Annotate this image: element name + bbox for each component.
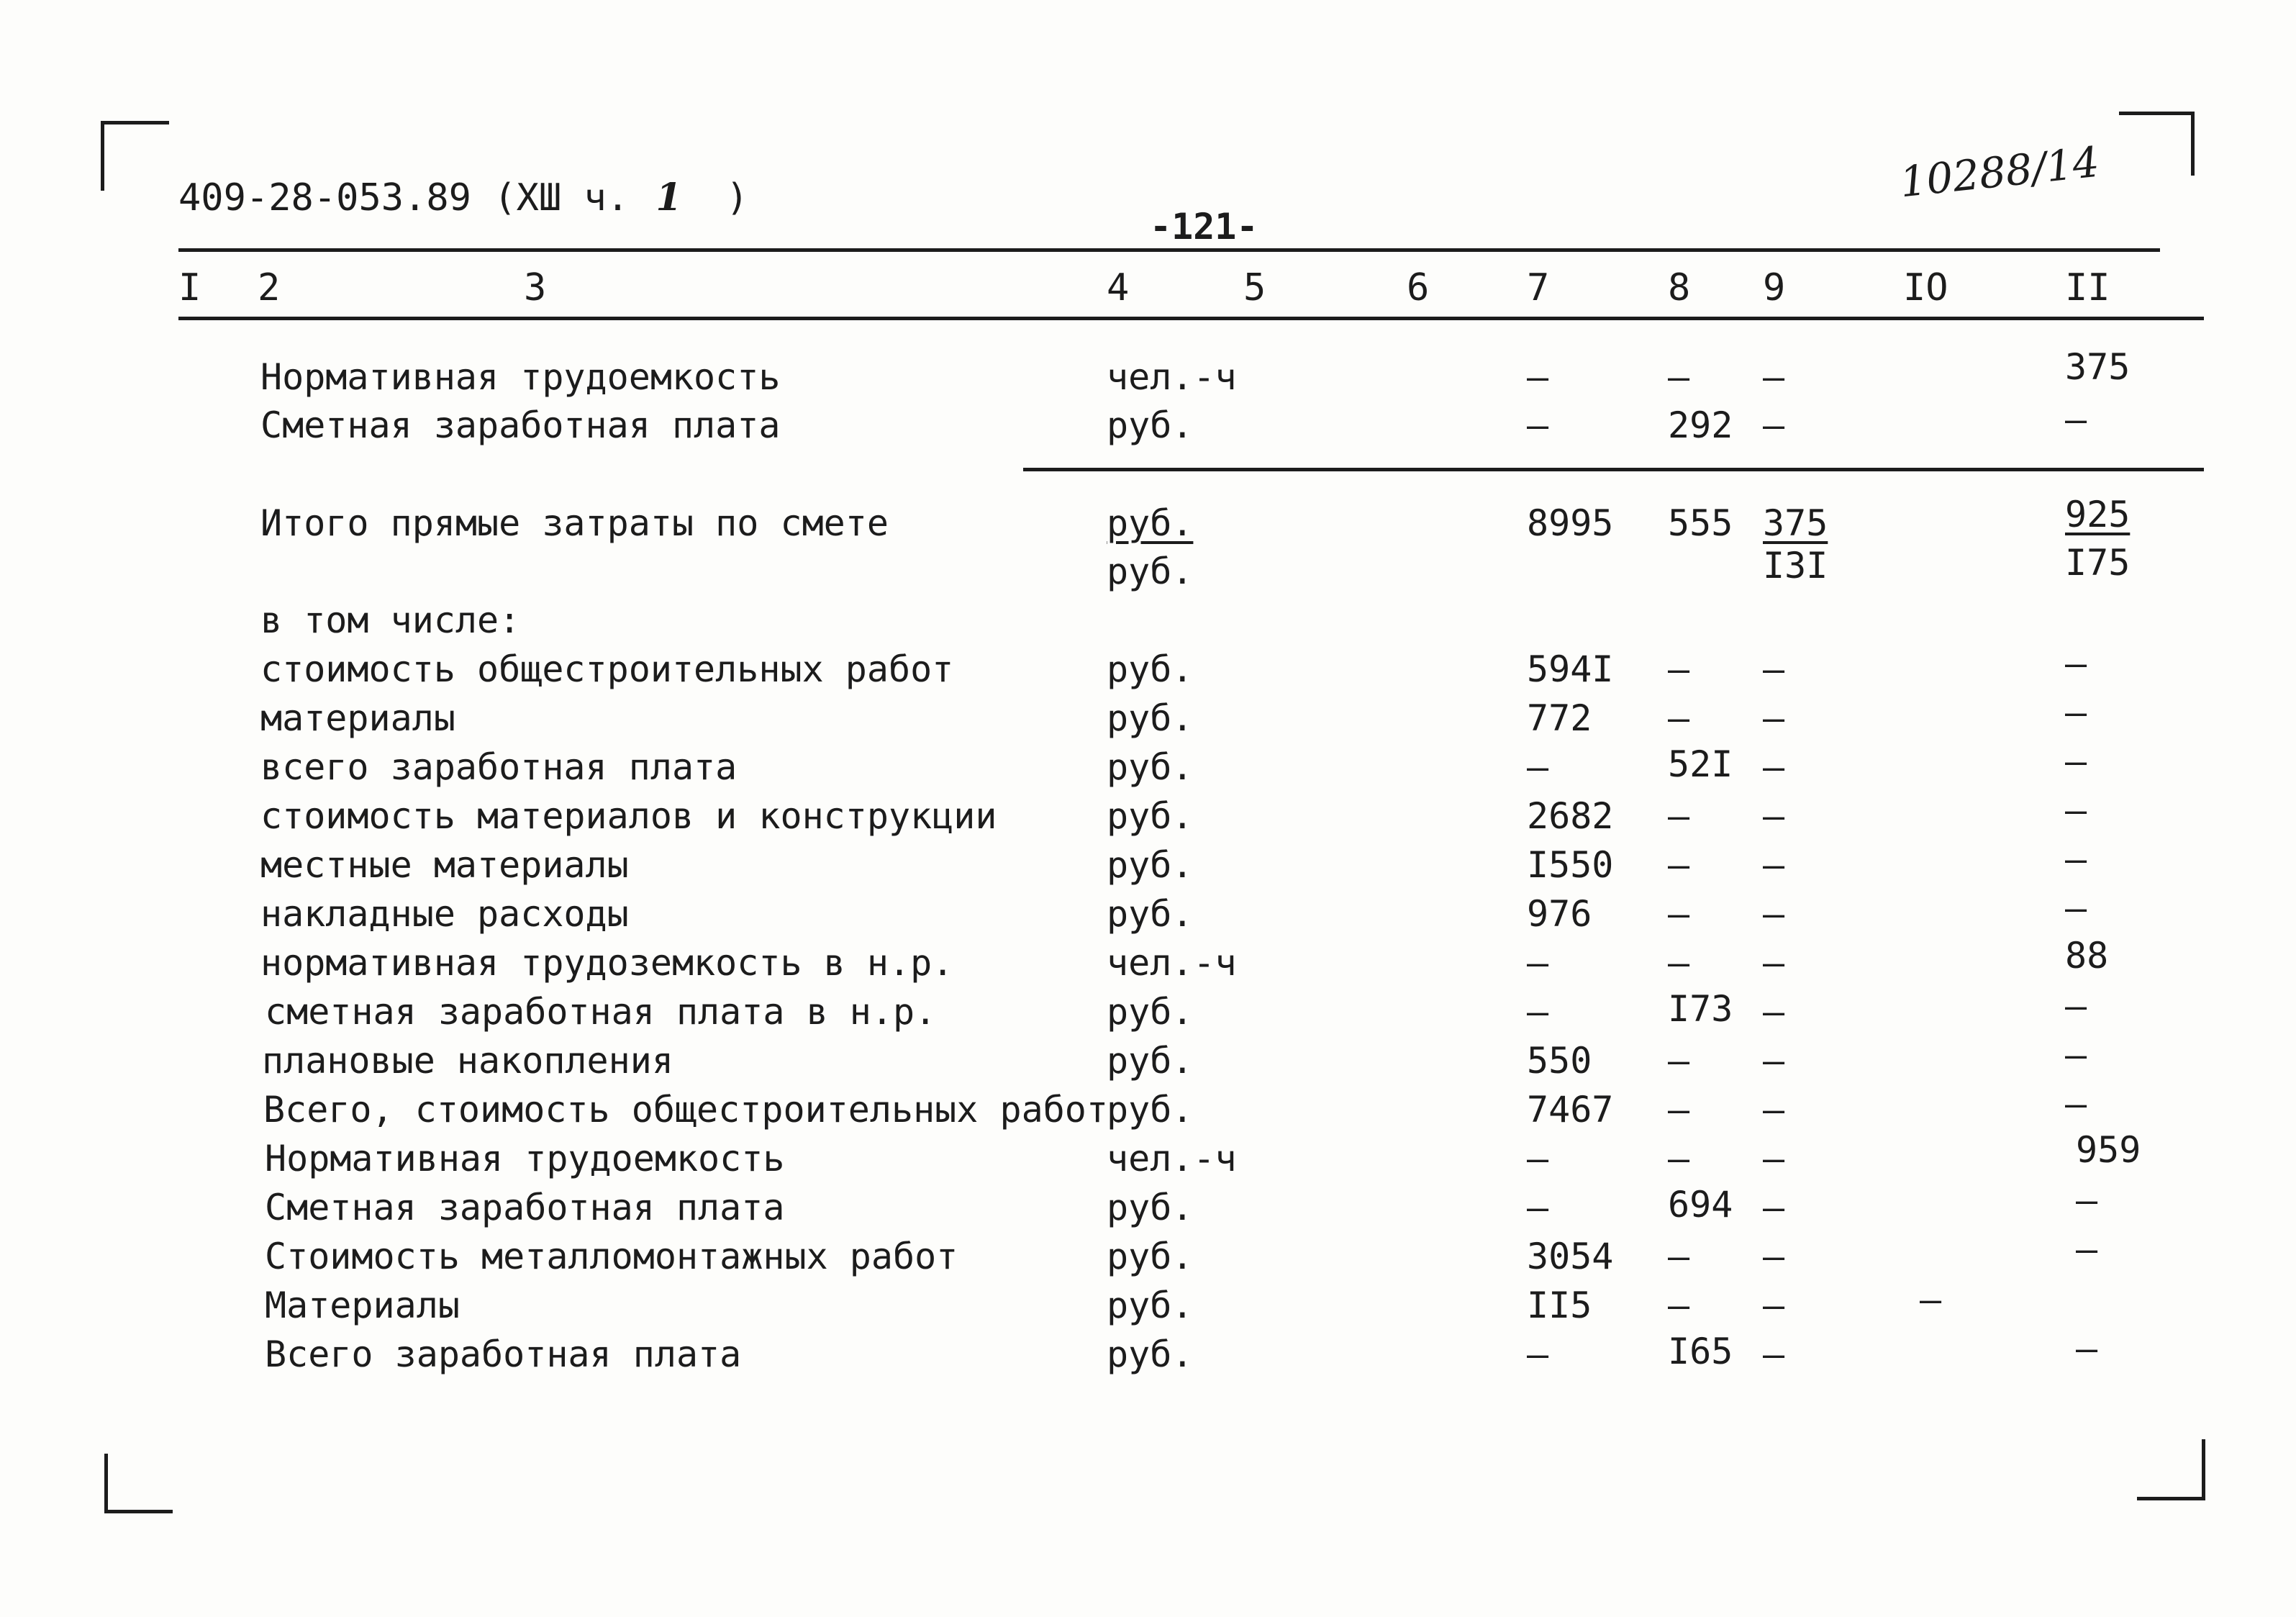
row-col11: –: [2065, 789, 2087, 831]
row-label: Нормативная трудоемкость: [265, 1138, 785, 1179]
row-col11: –: [2076, 1228, 2098, 1270]
row-col7: –: [1527, 356, 1549, 398]
row-col8: I73: [1668, 988, 1733, 1030]
row-col9: –: [1763, 795, 1785, 837]
row-col7: 594I: [1527, 648, 1614, 690]
row-unit: чел.-ч: [1107, 942, 1237, 984]
row-label: Всего заработная плата: [265, 1333, 742, 1375]
row-col8: –: [1668, 844, 1690, 886]
row-unit: чел.-ч: [1107, 356, 1237, 398]
row-col11: –: [2065, 838, 2087, 880]
table-header-rule: [178, 317, 2204, 320]
row-label: в том числе:: [260, 599, 521, 641]
row-col8: 52I: [1668, 743, 1733, 785]
row-col9: –: [1763, 697, 1785, 739]
column-header-5: 5: [1243, 266, 1266, 309]
row-unit: руб.: [1107, 1236, 1194, 1277]
row-col7: –: [1527, 991, 1549, 1033]
row-col9: –: [1763, 1187, 1785, 1228]
row-col9: –: [1763, 844, 1785, 886]
row-col7: –: [1527, 404, 1549, 446]
row-label: сметная заработная плата в н.р.: [265, 991, 937, 1033]
row-col7: –: [1527, 746, 1549, 788]
table-row: [0, 599, 2296, 648]
row-col7: 2682: [1527, 795, 1614, 837]
row-col11: 375: [2065, 346, 2131, 388]
column-header-10: IO: [1903, 266, 1948, 309]
column-header-6: 6: [1407, 266, 1430, 309]
row-unit: руб.: [1107, 1285, 1194, 1326]
table-top-rule: [178, 248, 2160, 252]
row-col8: –: [1668, 697, 1690, 739]
table-row: [0, 789, 2296, 844]
row-unit: руб.: [1107, 991, 1194, 1033]
table-row: [0, 1129, 2296, 1187]
row-unit: руб.: [1107, 502, 1194, 544]
table-row: [0, 1228, 2296, 1285]
row-col8: –: [1668, 1285, 1690, 1326]
row-col7: 7467: [1527, 1089, 1614, 1131]
row-col8: 555: [1668, 502, 1733, 544]
row-col9: –: [1763, 746, 1785, 788]
row-col7: II5: [1527, 1285, 1592, 1326]
row-col11: 88: [2065, 935, 2109, 977]
page-number: -121-: [1150, 206, 1258, 248]
document-code: [178, 176, 748, 219]
row-unit: руб.: [1107, 795, 1194, 837]
row-col8: –: [1668, 893, 1690, 935]
column-header-7: 7: [1527, 266, 1550, 309]
row-col11: –: [2065, 1034, 2087, 1076]
row-col7: 3054: [1527, 1236, 1614, 1277]
row-unit: чел.-ч: [1107, 1138, 1237, 1179]
row-unit: руб.: [1107, 648, 1194, 690]
table-row: [0, 1083, 2296, 1138]
row-col8: –: [1668, 1089, 1690, 1131]
column-header-3: 3: [524, 266, 547, 309]
row-col9: –: [1763, 1138, 1785, 1179]
table-row: [0, 838, 2296, 893]
row-label: Стоимость металломонтажных работ: [265, 1236, 958, 1277]
row-label: стоимость общестроительных работ: [260, 648, 954, 690]
row-col9: 375: [1763, 502, 1828, 544]
row-col8: –: [1668, 1040, 1690, 1082]
row-unit: руб.: [1107, 844, 1194, 886]
row-label: Нормативная трудоемкость: [260, 356, 781, 398]
document-code-text: 409-28-053.89 (ХШ ч.: [178, 176, 630, 219]
column-header-1: I: [178, 266, 201, 309]
row-label: местные материалы: [260, 844, 629, 886]
table-row: [0, 346, 2296, 405]
row-label: Итого прямые затраты по смете: [260, 502, 889, 544]
subtotal-rule: [1023, 468, 2204, 471]
row-col7: –: [1527, 1333, 1549, 1375]
document-code-close: ): [725, 176, 749, 219]
row-col9: –: [1763, 404, 1785, 446]
row-col11: 925: [2065, 494, 2131, 535]
row-col9: –: [1763, 1089, 1785, 1131]
table-row: [0, 494, 2296, 551]
table-row: [0, 1179, 2296, 1236]
row-label: Материалы: [265, 1285, 460, 1326]
row-label: Сметная заработная плата: [265, 1187, 785, 1228]
row-col11: –: [2065, 399, 2087, 440]
row-col8: 694: [1668, 1184, 1733, 1226]
row-col11: –: [2065, 740, 2087, 782]
row-label: Сметная заработная плата: [260, 404, 781, 446]
row-label: Всего, стоимость общестроительных работ: [263, 1089, 1108, 1131]
row-col10: –: [1920, 1279, 1942, 1321]
column-header-2: 2: [258, 266, 281, 309]
row-label: нормативная трудоземкость в н.р.: [260, 942, 954, 984]
table-row: [0, 643, 2296, 697]
row-col11: –: [2065, 985, 2087, 1027]
row-col11: –: [2076, 1328, 2098, 1369]
crop-mark-bottom-right: [2137, 1439, 2205, 1500]
row-col7: I550: [1527, 844, 1614, 886]
row-col9: –: [1763, 1236, 1785, 1277]
row-col8: –: [1668, 795, 1690, 837]
row-unit: руб.: [1107, 1089, 1194, 1131]
table-row: [0, 692, 2296, 746]
table-row: [0, 985, 2296, 1040]
row-col7: –: [1527, 1187, 1549, 1228]
row-col9: –: [1763, 893, 1785, 935]
row-col9: –: [1763, 1333, 1785, 1375]
row-label: всего заработная плата: [260, 746, 738, 788]
row-col7: 8995: [1527, 502, 1614, 544]
column-header-9: 9: [1763, 266, 1786, 309]
row-col11: –: [2065, 692, 2087, 733]
row-col9: –: [1763, 1040, 1785, 1082]
row-col9: –: [1763, 991, 1785, 1033]
row-label: стоимость материалов и конструкции: [260, 795, 997, 837]
crop-mark-top-right: [2119, 112, 2195, 176]
table-row: [0, 399, 2296, 453]
row-col11: I75: [2065, 542, 2131, 584]
document-part-handwritten: 1: [655, 176, 682, 219]
row-col11: –: [2065, 887, 2087, 929]
table-row: [0, 887, 2296, 942]
row-col8: –: [1668, 1236, 1690, 1277]
row-col8: 292: [1668, 404, 1733, 446]
row-col9: –: [1763, 1285, 1785, 1326]
row-col8: –: [1668, 648, 1690, 690]
row-col11: –: [2065, 643, 2087, 684]
row-unit: руб.: [1107, 1333, 1194, 1375]
table-row: [0, 740, 2296, 795]
row-col8: –: [1668, 356, 1690, 398]
row-col7: –: [1527, 942, 1549, 984]
row-col11: –: [2076, 1179, 2098, 1221]
row-col11: –: [2065, 1083, 2087, 1125]
row-col9: –: [1763, 648, 1785, 690]
row-col7: 550: [1527, 1040, 1592, 1082]
crop-mark-top-left: [101, 121, 169, 191]
row-col8: –: [1668, 1138, 1690, 1179]
column-header-8: 8: [1668, 266, 1691, 309]
table-row: [0, 1034, 2296, 1089]
crop-mark-bottom-left: [104, 1454, 173, 1513]
row-unit: руб.: [1107, 1040, 1194, 1082]
row-unit: руб.: [1107, 1187, 1194, 1228]
row-col9: –: [1763, 942, 1785, 984]
row-col9: –: [1763, 356, 1785, 398]
row-label: материалы: [260, 697, 455, 739]
row-unit: руб.: [1107, 746, 1194, 788]
row-col9: I3I: [1763, 545, 1828, 586]
row-unit: руб.: [1107, 551, 1194, 592]
row-col8: I65: [1668, 1331, 1733, 1372]
row-col8: –: [1668, 942, 1690, 984]
table-row: [0, 1328, 2296, 1382]
row-unit: руб.: [1107, 697, 1194, 739]
archive-number-handwritten: 10288/14: [1897, 137, 2102, 207]
column-header-4: 4: [1107, 266, 1130, 309]
row-col7: 772: [1527, 697, 1592, 739]
row-col7: 976: [1527, 893, 1592, 935]
table-row: [0, 1279, 2296, 1333]
column-header-11: II: [2065, 266, 2110, 309]
table-row: [0, 935, 2296, 991]
row-col11: 959: [2076, 1129, 2141, 1171]
row-label: накладные расходы: [260, 893, 629, 935]
row-unit: руб.: [1107, 404, 1194, 446]
row-col7: –: [1527, 1138, 1549, 1179]
row-label: плановые накопления: [262, 1040, 673, 1082]
row-unit: руб.: [1107, 893, 1194, 935]
table-row: [0, 542, 2296, 599]
